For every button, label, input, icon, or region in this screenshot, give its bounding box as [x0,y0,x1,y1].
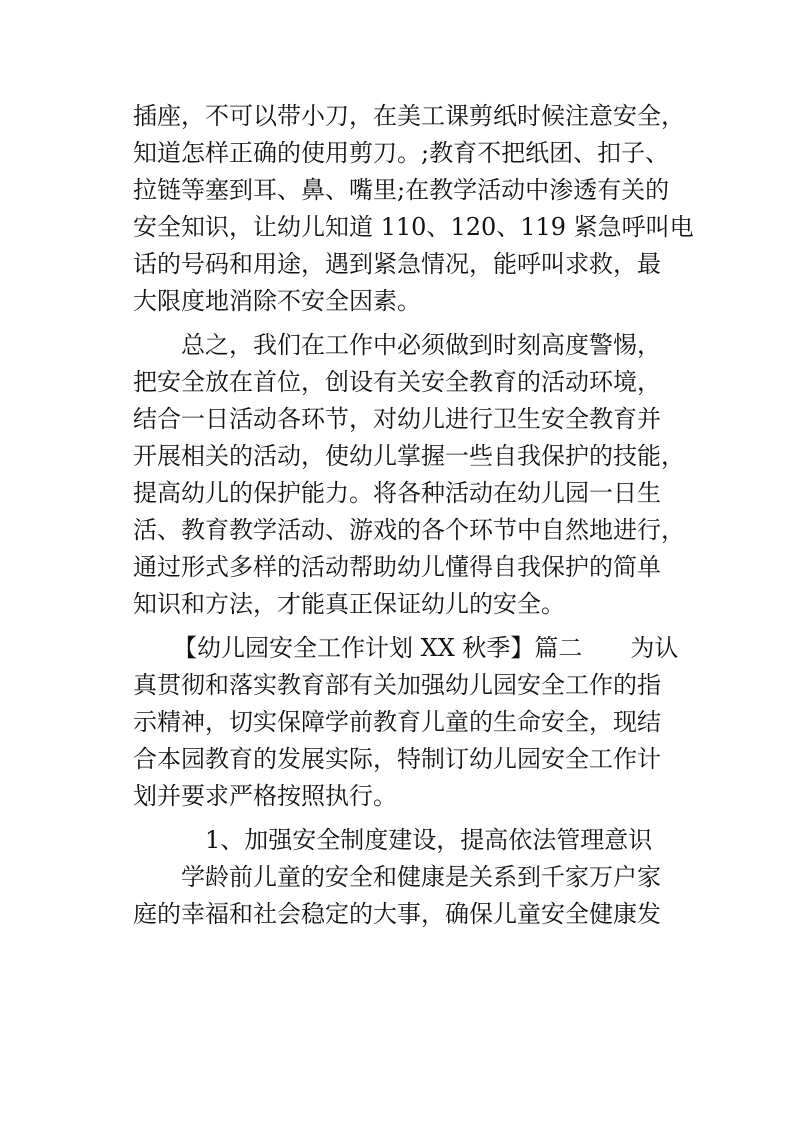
text-line: 划并要求严格按照执行。 [133,782,397,810]
paragraph-subheading [133,822,673,859]
paragraph-safety-knowledge [133,98,694,320]
text-line: 真贯彻和落实教育部有关加强幼儿园安全工作的指 [133,671,661,699]
text-line: 话的号码和用途，遇到紧急情况，能呼叫求救，最 [133,250,661,278]
text-line: 开展相关的活动，使幼儿掌握一些自我保护的技能， [133,442,685,470]
text-line: 示精神，切实保障学前教育儿童的生命安全，现结 [133,708,661,736]
paragraph-child-safety [133,859,673,933]
text-line: 知识和方法，才能真正保证幼儿的安全。 [133,590,565,618]
text-line: 拉链等塞到耳、鼻、嘴里;在教学活动中渗透有关的 [133,176,670,204]
text-line: 合本园教育的发展实际，特制订幼儿园安全工作计 [133,745,661,773]
paragraph-section-two [133,630,679,815]
text-line: 通过形式多样的活动帮助幼儿懂得自我保护的简单 [133,553,661,581]
text-line: 总之，我们在工作中必须做到时刻高度警惕， [181,331,661,359]
subheading-line: 1、加强安全制度建设，提高依法管理意识 [205,826,653,854]
text-line: 安全知识，让幼儿知道 110、120、119 紧急呼叫电 [133,213,694,241]
text-line: 知道怎样正确的使用剪刀。;教育不把纸团、扣子、 [133,139,670,167]
text-line: 把安全放在首位，创设有关安全教育的活动环境， [133,368,661,396]
text-line: 大限度地消除不安全因素。 [133,287,421,315]
text-line: 学龄前儿童的安全和健康是关系到千家万户家 [181,863,661,891]
section-heading-line: 【幼儿园安全工作计划 XX 秋季】篇二 为认 [173,634,679,662]
text-line: 结合一日活动各环节，对幼儿进行卫生安全教育并 [133,405,661,433]
text-line: 活、教育教学活动、游戏的各个环节中自然地进行， [133,516,685,544]
text-line: 插座，不可以带小刀，在美工课剪纸时候注意安全， [133,102,685,130]
text-line: 庭的幸福和社会稳定的大事，确保儿童安全健康发 [133,900,661,928]
paragraph-summary [133,327,685,623]
text-line: 提高幼儿的保护能力。将各种活动在幼儿园一日生 [133,479,661,507]
document-body [133,98,694,933]
